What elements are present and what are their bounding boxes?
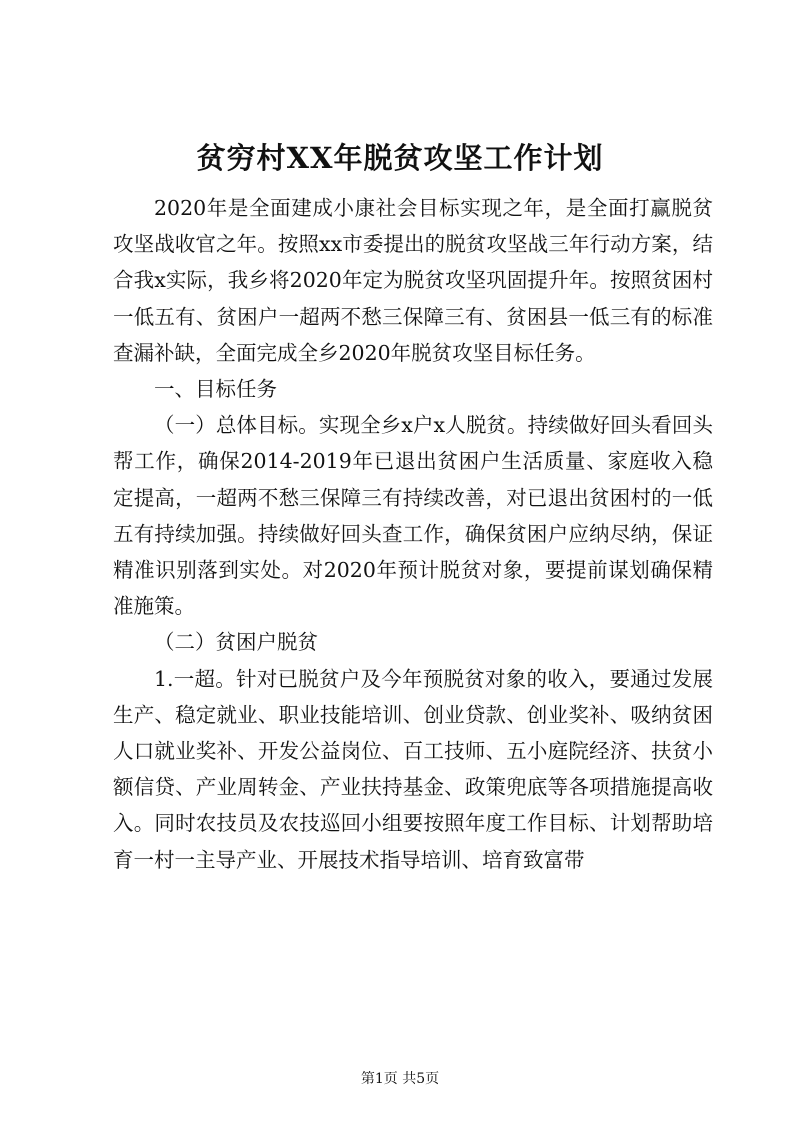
page-number-footer: 第1页 共5页 [360,1071,440,1087]
overall-goal-paragraph: （一）总体目标。实现全乡x户x人脱贫。持续做好回头看回头帮工作，确保2014-2019年已退出贫困户生活质量、家庭收入稳定提高，一超两不愁三保障三有持续改善，对已退出贫困村的一低五有持续加强。持续做好回头查工作，确保贫困户应纳尽纳，保证精准识别落到实处。对2020年预计脱贫对象，要提前谋划确保精准施策。 [113,413,713,619]
section-heading-goals: 一、目标任务 [154,377,277,402]
subsection-heading-poverty-households: （二）贫困户脱贫 [154,630,318,655]
income-measures-paragraph: 1.一超。针对已脱贫户及今年预脱贫对象的收入，要通过发展生产、稳定就业、职业技能培训、创业贷款、创业奖补、吸纳贫困人口就业奖补、开发公益岗位、百工技师、五小庭院经济、扶贫小额信贷、产业周转金、产业扶持基金、政策兜底等各项措施提高收入。同时农技员及农技巡回小组要按照年度工作目标、计划帮助培育一村一主导产业、开展技术指导培训、培育致富带 [113,666,713,872]
document-title: 贫穷村XX年脱贫攻坚工作计划 [196,141,604,175]
document-body [113,190,713,878]
intro-paragraph: 2020年是全面建成小康社会目标实现之年，是全面打赢脱贫攻坚战收官之年。按照xx市委提出的脱贫攻坚战三年行动方案，结合我x实际，我乡将2020年定为脱贫攻坚巩固提升年。按照贫困村一低五有、贫困户一超两不愁三保障三有、贫困县一低三有的标准查漏补缺，全面完成全乡2020年脱贫攻坚目标任务。 [113,196,713,365]
